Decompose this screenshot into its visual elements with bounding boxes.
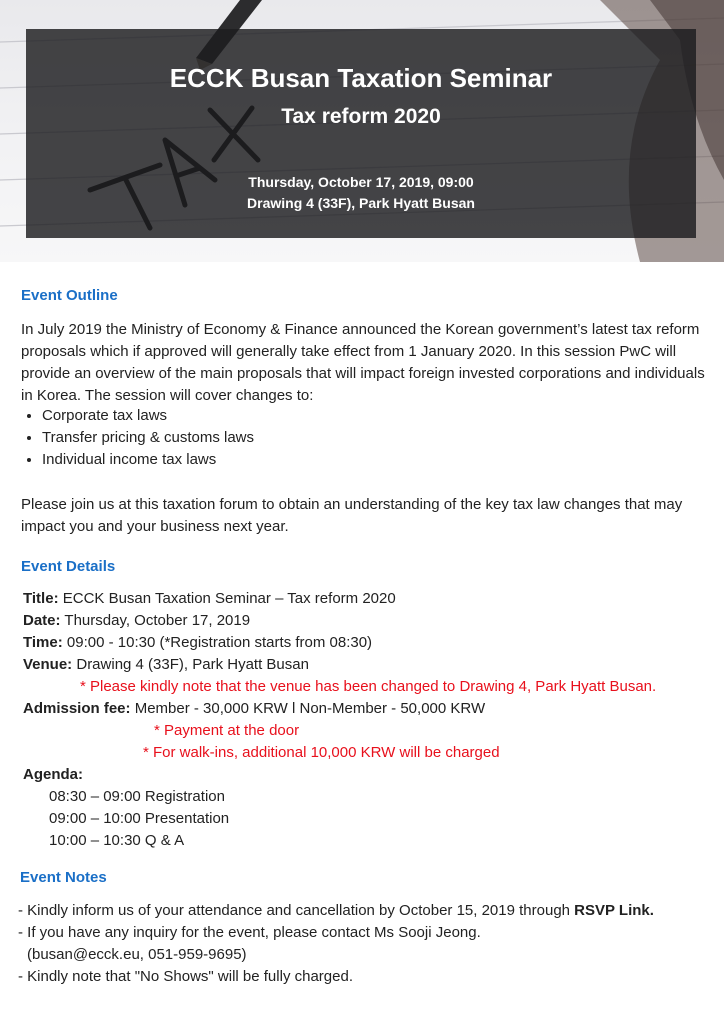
agenda-label-row xyxy=(23,764,713,786)
detail-label: Title: xyxy=(23,590,59,607)
venue-change-note: * Please kindly note that the venue has been changed to Drawing 4, Park Hyatt Busan. xyxy=(80,678,657,695)
agenda-item: 08:30 – 09:00 Registration xyxy=(49,788,225,805)
detail-value: Thursday, October 17, 2019 xyxy=(64,612,251,629)
page-title: ECCK Busan Taxation Seminar xyxy=(169,63,553,93)
detail-value: Member - 30,000 KRW l Non-Member - 50,000 KRW xyxy=(134,700,486,717)
event-notes-heading: Event Notes xyxy=(20,869,107,886)
note-inquiry: - If you have any inquiry for the event, please contact Ms Sooji Jeong. xyxy=(18,924,481,941)
page-subtitle: Tax reform 2020 xyxy=(281,105,441,128)
detail-label: Date: xyxy=(23,612,61,629)
list-item: • Corporate tax laws xyxy=(42,405,254,427)
event-details-heading: Event Details xyxy=(21,558,116,575)
detail-fee-row xyxy=(23,698,713,720)
event-details xyxy=(23,588,713,852)
note-contact: (busan@ecck.eu, 051-959-9695) xyxy=(27,946,247,963)
outline-intro-text: In July 2019 the Ministry of Economy & Finance announced the Korean government’s latest tax reform proposals which if approved will generally take effect from 1 January 2020. In this session PwC will provide an overview of the main proposals that will impact foreign invested corporations and individuals in Korea. The session will cover changes to: xyxy=(21,321,705,404)
rsvp-link[interactable]: RSVP Link. xyxy=(574,902,654,919)
list-item: • Transfer pricing & customs laws xyxy=(42,427,254,449)
detail-value: ECCK Busan Taxation Seminar – Tax reform 2020 xyxy=(62,590,396,607)
detail-label: Time: xyxy=(23,634,63,651)
outline-closing xyxy=(21,494,705,538)
list-item: • Individual income tax laws xyxy=(42,449,254,471)
outline-closing-text: Please join us at this taxation forum to obtain an understanding of the key tax law changes that may impact you and your business next year. xyxy=(21,496,683,535)
hero-venue: Drawing 4 (33F), Park Hyatt Busan xyxy=(247,195,475,211)
hero-overlay xyxy=(26,29,696,238)
note-rsvp xyxy=(18,900,708,922)
detail-value: 09:00 - 10:30 (*Registration starts from 08:30) xyxy=(66,634,373,651)
detail-label: Admission fee: xyxy=(23,700,131,717)
detail-label: Agenda: xyxy=(23,766,83,783)
hero-datetime: Thursday, October 17, 2019, 09:00 xyxy=(248,174,474,190)
detail-value: Drawing 4 (33F), Park Hyatt Busan xyxy=(76,656,309,673)
detail-date-row xyxy=(23,610,713,632)
topics-list xyxy=(21,405,254,471)
note-text: - Kindly inform us of your attendance and cancellation by October 15, 2019 through xyxy=(18,902,575,919)
fee-note-payment: * Payment at the door xyxy=(154,722,300,739)
detail-title-row xyxy=(23,588,713,610)
detail-time-row xyxy=(23,632,713,654)
agenda-item: 10:00 – 10:30 Q & A xyxy=(49,832,185,849)
agenda-item: 09:00 – 10:00 Presentation xyxy=(49,810,230,827)
note-no-shows: - Kindly note that "No Shows" will be fully charged. xyxy=(18,968,353,985)
detail-label: Venue: xyxy=(23,656,73,673)
detail-venue-row xyxy=(23,654,713,676)
event-outline-heading: Event Outline xyxy=(21,287,118,304)
hero-banner xyxy=(0,0,724,262)
event-notes xyxy=(18,900,708,988)
outline-intro xyxy=(21,319,705,407)
fee-note-walkin: * For walk-ins, additional 10,000 KRW will be charged xyxy=(143,744,500,761)
